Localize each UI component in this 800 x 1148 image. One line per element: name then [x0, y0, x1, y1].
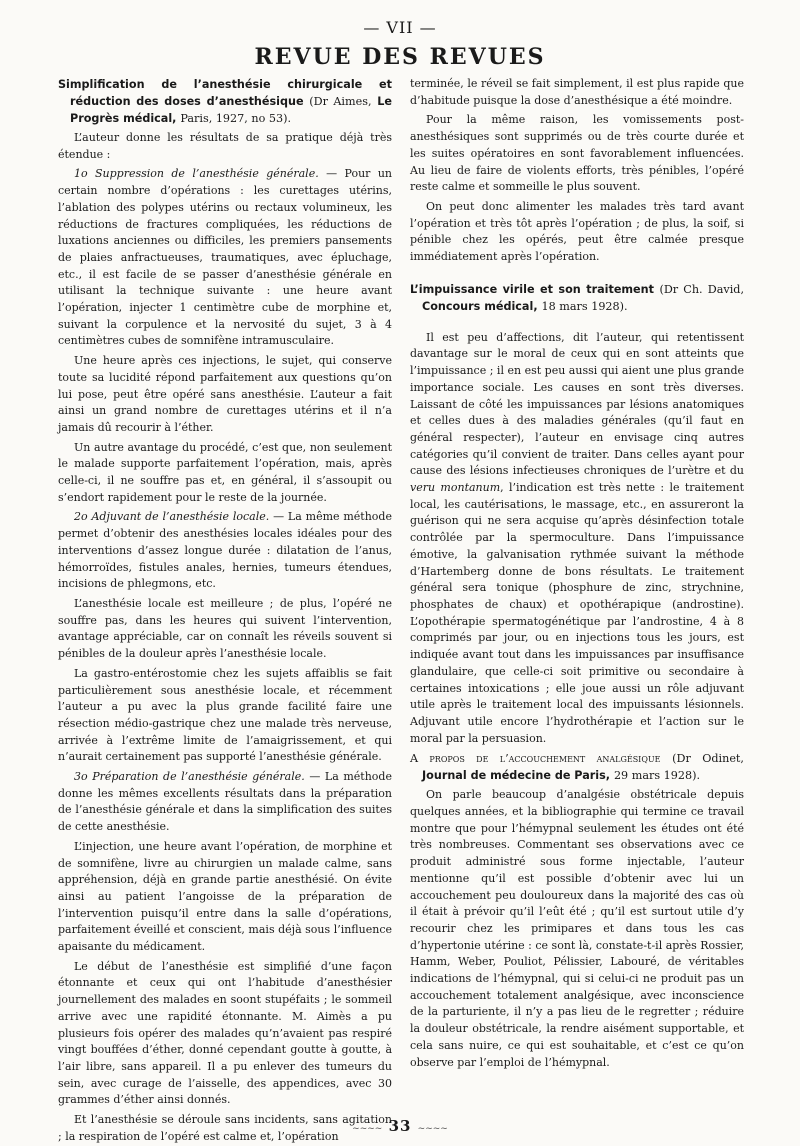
- article1-section1: [58, 166, 392, 350]
- article3-title: A propos de l’accouchement analgésique: [410, 752, 661, 766]
- page-number-value: 33: [388, 1117, 412, 1135]
- article2-author: (Dr Ch. David,: [659, 282, 744, 296]
- article3-reference: 29 mars 1928).: [613, 769, 701, 783]
- spacer: [410, 318, 744, 330]
- article2-heading: [410, 281, 744, 315]
- article1-paragraph: L’anesthésie locale est meilleure ; de plus, l’opéré ne souffre pas, dans les heures qui suivent l’intervention, avantage appréciable, car on connaît les réveils souvent si pénibles de la douleur après l’anesthésie locale.: [58, 596, 392, 661]
- roman-folio: — VII —: [363, 18, 437, 37]
- article3-paragraph: On parle beaucoup d’analgésie obstétricale depuis quelques années, et la bibliographie qui termine ce travail montre que pour l’hémypnal seulement les études ont été très nombreuses. Commentant ses observations avec ce produit administré sous forme injectable, l’auteur mentionne qu’il est possible d’obtenir avec lui un accouchement peu douloureux dans la majorité des cas où il était à prévoir qu’il l’eût été ; qu’il est surtout utile d’y recourir chez les primipares et dans tous les cas d’hypertonie utérine : ce sont là, constate-t-il après Rossier, Hamm, Weber, Pouliot, Pélissier, Labouré, de véritables indications de l’hémypnal, qui si celui-ci ne produit pas un accouchement totalement analgésique, avec inconscience de la parturiente, il n’y a pas lieu de le regretter ; réduire la douleur obstétricale, la rendre aisément supportable, et cela sans nuire, ce qui est souhaitable, et c’est ce qu’on observe par l’emploi de l’hémypnal.: [410, 788, 744, 1069]
- article1-paragraph: La gastro-entérostomie chez les sujets affaiblis se fait particulièrement sous anesthésie locale, et récemment l’auteur a pu avec la plus grande facilité faire une résection médio-gastrique chez une malade très nerveuse, arrivée à l’extrême limite de l’amaigrissement, et qui n’aurait certainement pas supporté l’anesthésie générale.: [58, 666, 392, 764]
- article1-paragraph: Un autre avantage du procédé, c’est que, non seulement le malade supporte parfaitement l’opération, mais, après celle-ci, il ne souffre pas et, en général, il s’assoupit ou s’endort rapidement pour le reste de la journée.: [58, 440, 392, 504]
- article2-paragraph: [410, 330, 744, 748]
- right-column: [410, 76, 744, 1074]
- section1-text: — Pour un certain nombre d’opérations : les curettages utérins, l’ablation des polypes utérins ou rectaux volumineux, les réductions de fractures compliquées, les réductions de luxations anciennes ou difficiles, les premiers pansements de plaies anfractueuses, traumatiques, avec épluchage, etc., il est facile de se passer d’anesthésie générale en utilisant la technique suivante : une heure avant l’opération, injecter 1 centimètre cube de morphine et, suivant la corpulence et la nervosité du sujet, 3 à 4 centimètres cubes de somnifène intramusculaire.: [58, 167, 392, 348]
- article1-journal: Le Progrès médical,: [70, 95, 392, 125]
- article2-text-a: Il est peu d’affections, dit l’auteur, qui retentissent davantage sur le moral de ceux qui en sont atteints que l’impuissance ; il en est peu aussi qui aient une plus grande importance sociale. Les causes en sont très diverses. Laissant de côté les impuissances par lésions anatomiques et celles dues à des maladies générales (qu’il faut en général respecter), l’auteur en envisage cinq autres catégories qu’il convient de traiter. Dans celles ayant pour cause des lésions infectieuses chroniques de l’urètre et du: [410, 330, 744, 478]
- article1-author: (Dr Aimes,: [309, 95, 372, 108]
- section3-text: — La méthode donne les mêmes excellents résultats dans la préparation de l’anesthésie générale et dans la simplification des suites de cette anesthésie.: [58, 770, 392, 834]
- article1-paragraph: Une heure après ces injections, le sujet, qui conserve toute sa lucidité répond parfaitement aux questions qu’on lui pose, peut être opéré sans anesthésie. L’auteur a fait ainsi un grand nombre de curettages utérins et il n’a jamais dû recourir à l’éther.: [58, 354, 392, 434]
- article1-title: Simplification de l’anesthésie chirurgicale et réduction des doses d’anesthésique: [58, 78, 392, 108]
- article1-paragraph: L’injection, une heure avant l’opération, de morphine et de somnifène, livre au chirurgien un malade calme, sans appréhension, déjà en grande partie anesthésié. On évite ainsi au patient l’angoisse de la préparation de l’intervention puisqu’il entre dans la salle d’opérations, parfaitement éveillé et conscient, mais déjà sous l’influence apaisante du médicament.: [58, 839, 392, 954]
- article2-text-b: , l’indication est très nette : le traitement local, les cautérisations, le massage, etc., en assureront la guérison qui ne sera acquise qu’après désinfection totale contrôlée par la spermoculture. Dans l’impuissance émotive, la galvanisation rythmée suivant la méthode d’Hartemberg donne de bons résultats. Le traitement général sera tonique (phosphure de zinc, strychnine, phosphates de chaux) et opothérapique (androstine). L’opothérapie spermatogénétique par l’androstine, 4 à 8 comprimés par jour, ou en injections tous les jours, est indiquée avant tout dans les impuissances par insuffisance glandulaire, que celle-ci soit primitive ou secondaire à certaines intoxications ; elle joue aussi un rôle adjuvant utile après le traitement local des impuissants lésionnels. Adjuvant utile encore l’hydrothérapie et l’action sur le moral par la persuasion.: [410, 481, 744, 745]
- section1-label: 1o Suppression de l’anesthésie générale.: [74, 167, 319, 181]
- spacer: [410, 269, 744, 281]
- article1-heading: [58, 76, 392, 127]
- ornament-left: ~~~~: [352, 1124, 383, 1134]
- article1-reference: Paris, 1927, no 53).: [180, 112, 292, 125]
- article1-paragraph: Et l’anesthésie se déroule sans incidents, sans agitation ; la respiration de l’opéré est calme et, l’opération: [58, 1113, 392, 1143]
- article1-paragraph: terminée, le réveil se fait simplement, il est plus rapide que d’habitude puisque la dose d’anesthésique a été moindre.: [410, 77, 744, 107]
- article2-title: L’impuissance virile et son traitement: [410, 282, 654, 296]
- article1-paragraph: Le début de l’anesthésie est simplifié d’une façon étonnante et ceux qui ont l’habitude d’anesthésier journellement des malades en soont stupéfaits ; le sommeil arrive avec une rapidité étonnante. M. Aimès a pu plusieurs fois opérer des malades qu’n’avaient pas respiré vingt bouffées d’éther, donné cependant goutte à goutte, à l’air libre, sans appareil. Il a pu enlever des tumeurs du sein, avec curage de l’aisselle, des appendices, avec 30 grammes d’éther ainsi donnés.: [58, 959, 392, 1107]
- article3-author: (Dr Odinet,: [672, 752, 744, 766]
- section3-label: 3o Préparation de l’anesthésie générale.: [74, 770, 305, 784]
- article3-journal: Journal de médecine de Paris,: [422, 769, 611, 783]
- running-head: REVUE DES REVUES: [254, 44, 546, 70]
- article2-journal: Concours médical,: [422, 299, 538, 313]
- article1-section2: [58, 509, 392, 593]
- article1-paragraph: On peut donc alimenter les malades très tard avant l’opération et très tôt après l’opération ; de plus, la soif, si pénible chez les opérés, peut être calmée presque immédiatement après l’opération.: [410, 199, 744, 264]
- article1-paragraph: Pour la même raison, les vomissements post-anesthésiques sont supprimés ou de très courte durée et les suites opératoires en sont favorablement influencées. Au lieu de faire de violents efforts, très pénibles, l’opéré reste calme et sommeille le plus souvent.: [410, 113, 744, 194]
- article3-heading: [410, 750, 744, 784]
- article2-italic: veru montanum: [410, 481, 501, 495]
- article1-section3: [58, 769, 392, 836]
- section2-label: 2o Adjuvant de l’anesthésie locale.: [74, 510, 270, 524]
- ornament-right: ~~~~: [417, 1124, 448, 1134]
- section2-text: — La même méthode permet d’obtenir des anesthésies locales idéales pour des interventions d’assez longue durée : dilatation de l’anus, hémorroïdes, fistules anales, hernies, tumeurs étendues, incisions de phlegmons, etc.: [58, 510, 392, 591]
- left-column: [58, 76, 392, 1148]
- article1-paragraph: L’auteur donne les résultats de sa pratique déjà très étendue :: [58, 131, 392, 161]
- page-number: [0, 1117, 800, 1135]
- article2-reference: 18 mars 1928).: [541, 299, 628, 313]
